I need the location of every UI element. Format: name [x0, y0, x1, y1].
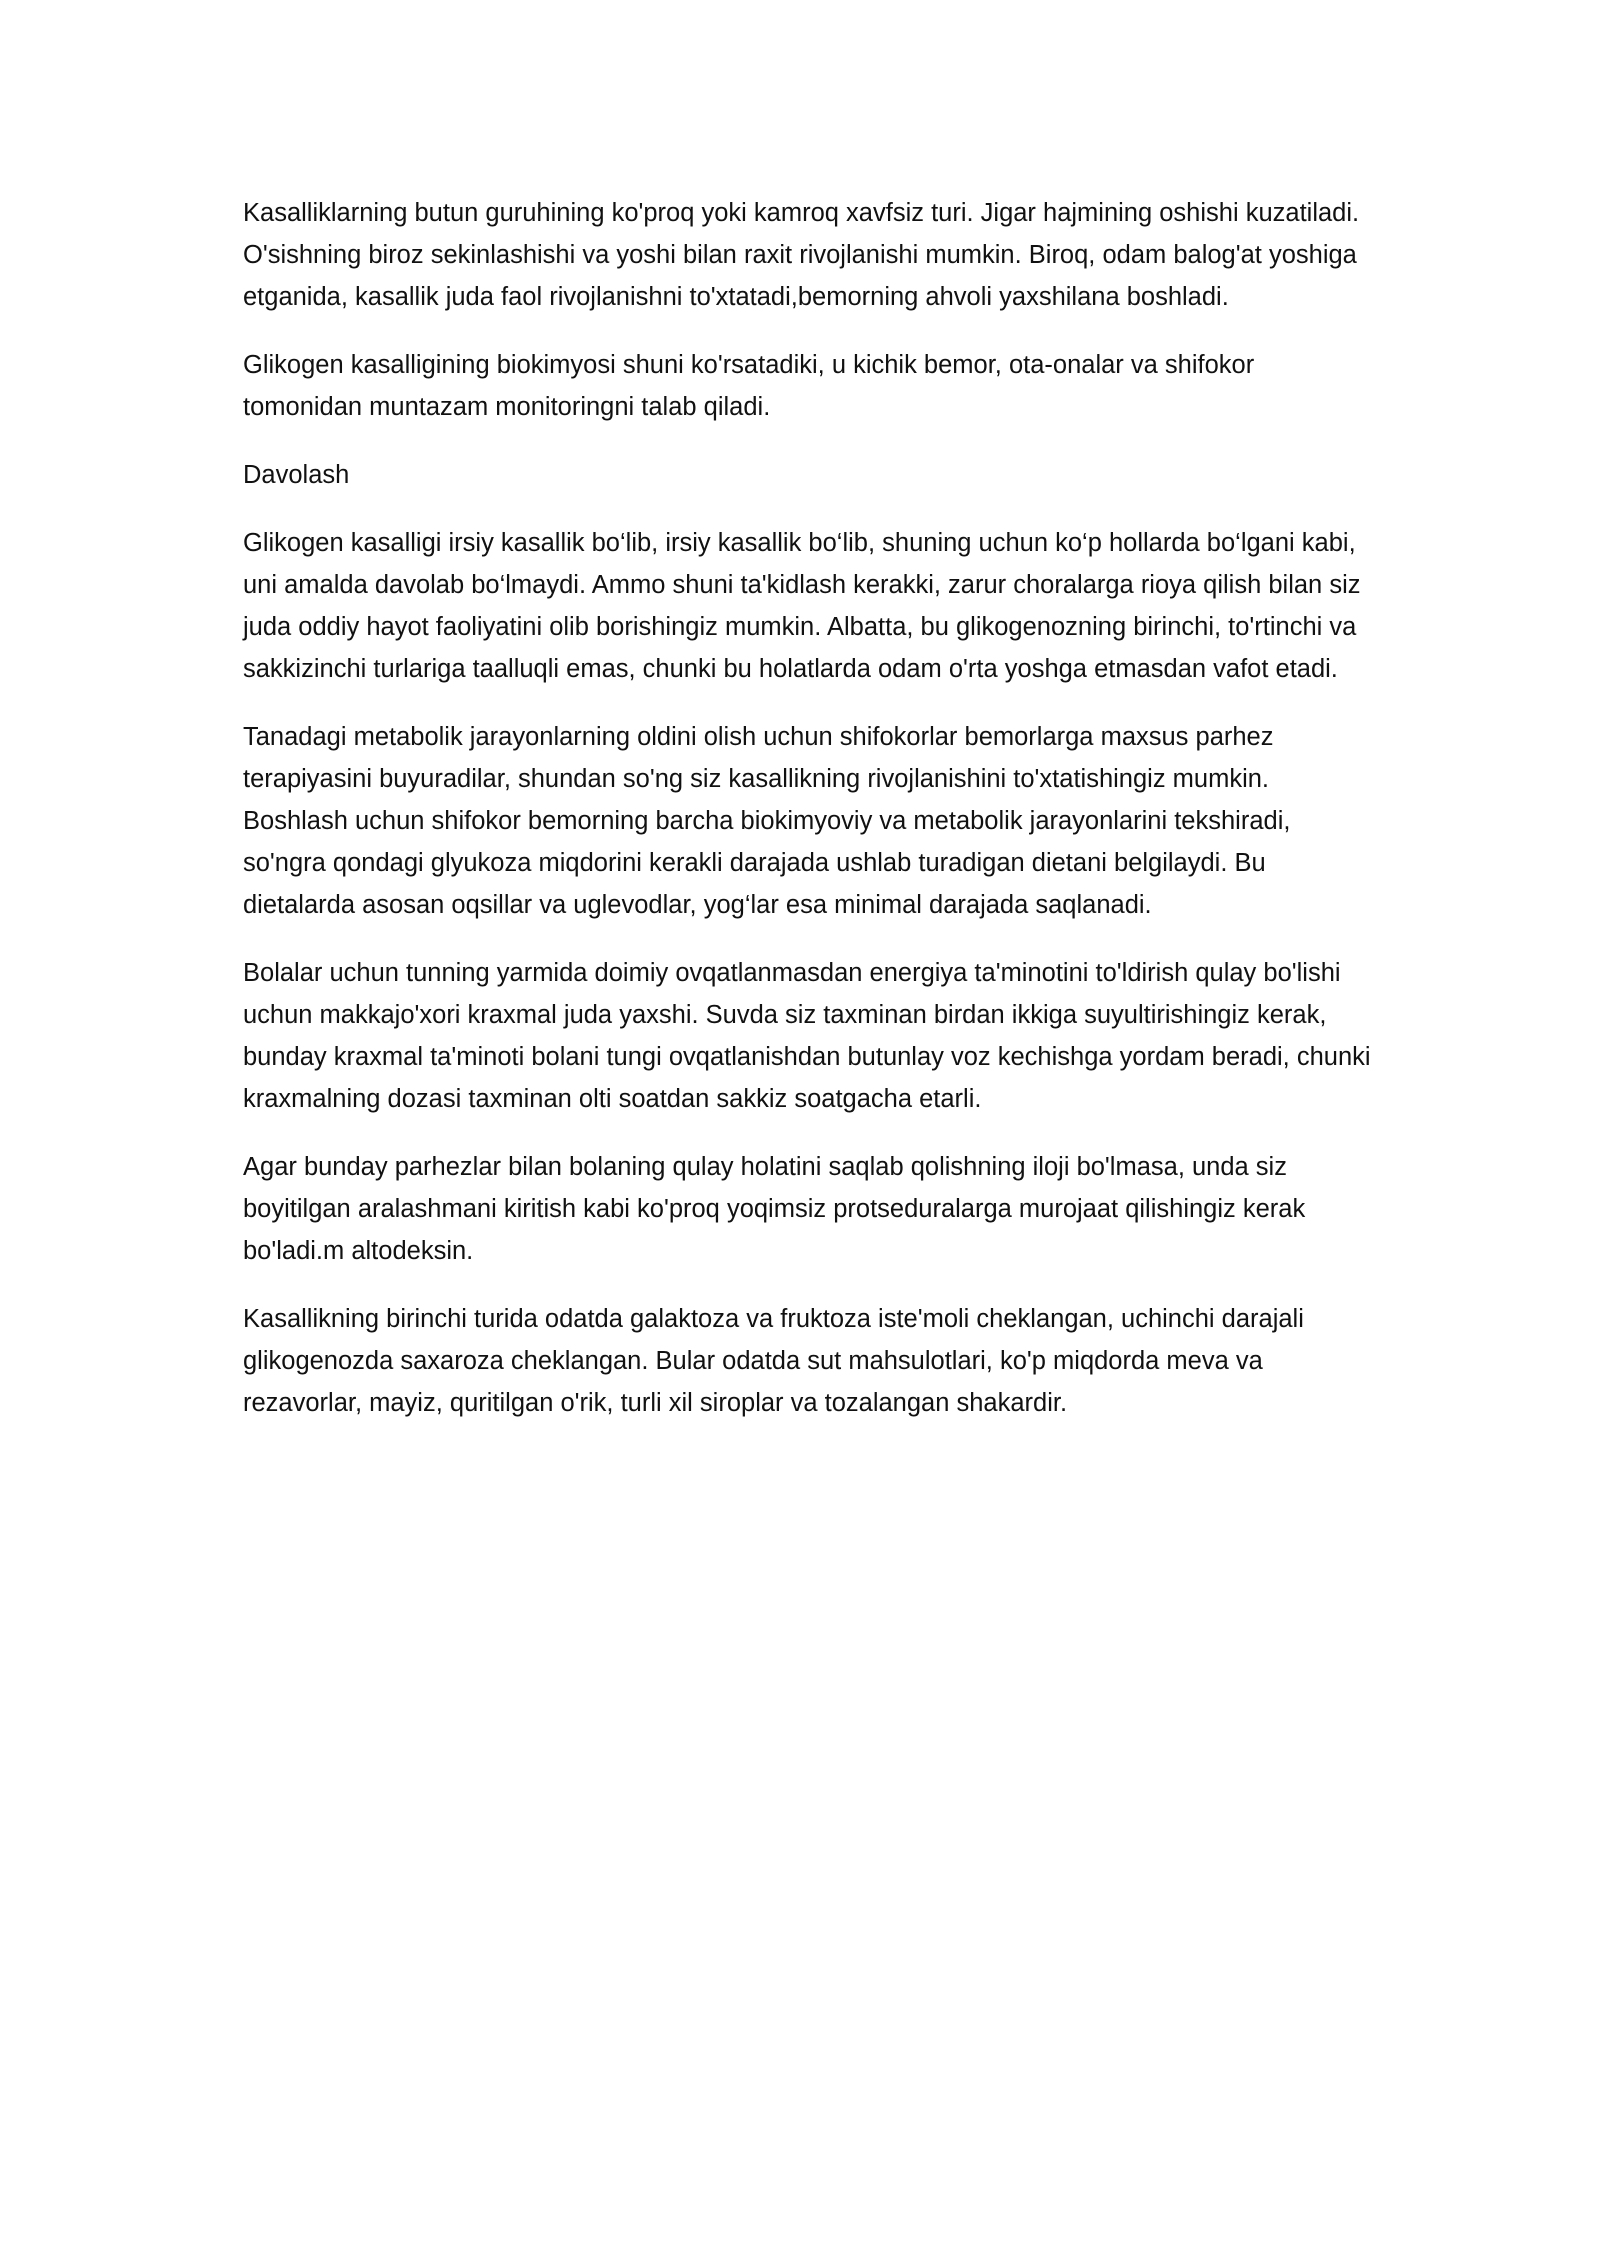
paragraph-corn-starch: Bolalar uchun tunning yarmida doimiy ovqatlanmasdan energiya ta'minotini to'ldirish qulay bo'lishi uchun makkajo'xori kraxmal juda yaxshi. Suvda siz taxminan birdan ikkiga suyultirishingiz kerak, bunday kraxmal ta'minoti bolani tungi ovqatlanishdan butunlay voz kechishga yordam beradi, chunki kraxmalning dozasi taxminan olti soatdan sakkiz soatgacha etarli.	[243, 959, 1371, 1113]
section-heading-treatment: Davolash	[243, 461, 350, 489]
paragraph-intro: Kasalliklarning butun guruhining ko'proq yoki kamroq xavfsiz turi. Jigar hajmining oshishi kuzatiladi. O'sishning biroz sekinlashishi va yoshi bilan raxit rivojlanishi mumkin. Biroq, odam balog'at yoshiga etganida, kasallik juda faol rivojlanishni to'xtatadi,bemorning ahvoli yaxshilana boshladi.	[243, 199, 1360, 311]
paragraph-enriched-mixture: Agar bunday parhezlar bilan bolaning qulay holatini saqlab qolishning iloji bo'lmasa, unda siz boyitilgan aralashmani kiritish kabi ko'proq yoqimsiz protseduralarga murojaat qilishingiz kerak bo'ladi.m altodeksin.	[243, 1153, 1306, 1265]
document-body	[243, 192, 1371, 1450]
paragraph-diet-therapy: Tanadagi metabolik jarayonlarning oldini olish uchun shifokorlar bemorlarga maxsus parhez terapiyasini buyuradilar, shundan so'ng siz kasallikning rivojlanishini to'xtatishingiz mumkin. Boshlash uchun shifokor bemorning barcha biokimyoviy va metabolik jarayonlarini tekshiradi, so'ngra qondagi glyukoza miqdorini kerakli darajada ushlab turadigan dietani belgilaydi. Bu dietalarda asosan oqsillar va uglevodlar, yog‘lar esa minimal darajada saqlanadi.	[243, 723, 1291, 919]
paragraph-biochemistry: Glikogen kasalligining biokimyosi shuni ko'rsatadiki, u kichik bemor, ota-onalar va shifokor tomonidan muntazam monitoringni talab qiladi.	[243, 351, 1255, 421]
paragraph-treatment-overview: Glikogen kasalligi irsiy kasallik bo‘lib, irsiy kasallik bo‘lib, shuning uchun ko‘p hollarda bo‘lgani kabi, uni amalda davolab bo‘lmaydi. Ammo shuni ta'kidlash kerakki, zarur choralarga rioya qilish bilan siz juda oddiy hayot faoliyatini olib borishingiz mumkin. Albatta, bu glikogenozning birinchi, to'rtinchi va sakkizinchi turlariga taalluqli emas, chunki bu holatlarda odam o'rta yoshga etmasdan vafot etadi.	[243, 529, 1361, 683]
paragraph-restrictions: Kasallikning birinchi turida odatda galaktoza va fruktoza iste'moli cheklangan, uchinchi darajali glikogenozda saxaroza cheklangan. Bular odatda sut mahsulotlari, ko'p miqdorda meva va rezavorlar, mayiz, quritilgan o'rik, turli xil siroplar va tozalangan shakardir.	[243, 1305, 1304, 1417]
